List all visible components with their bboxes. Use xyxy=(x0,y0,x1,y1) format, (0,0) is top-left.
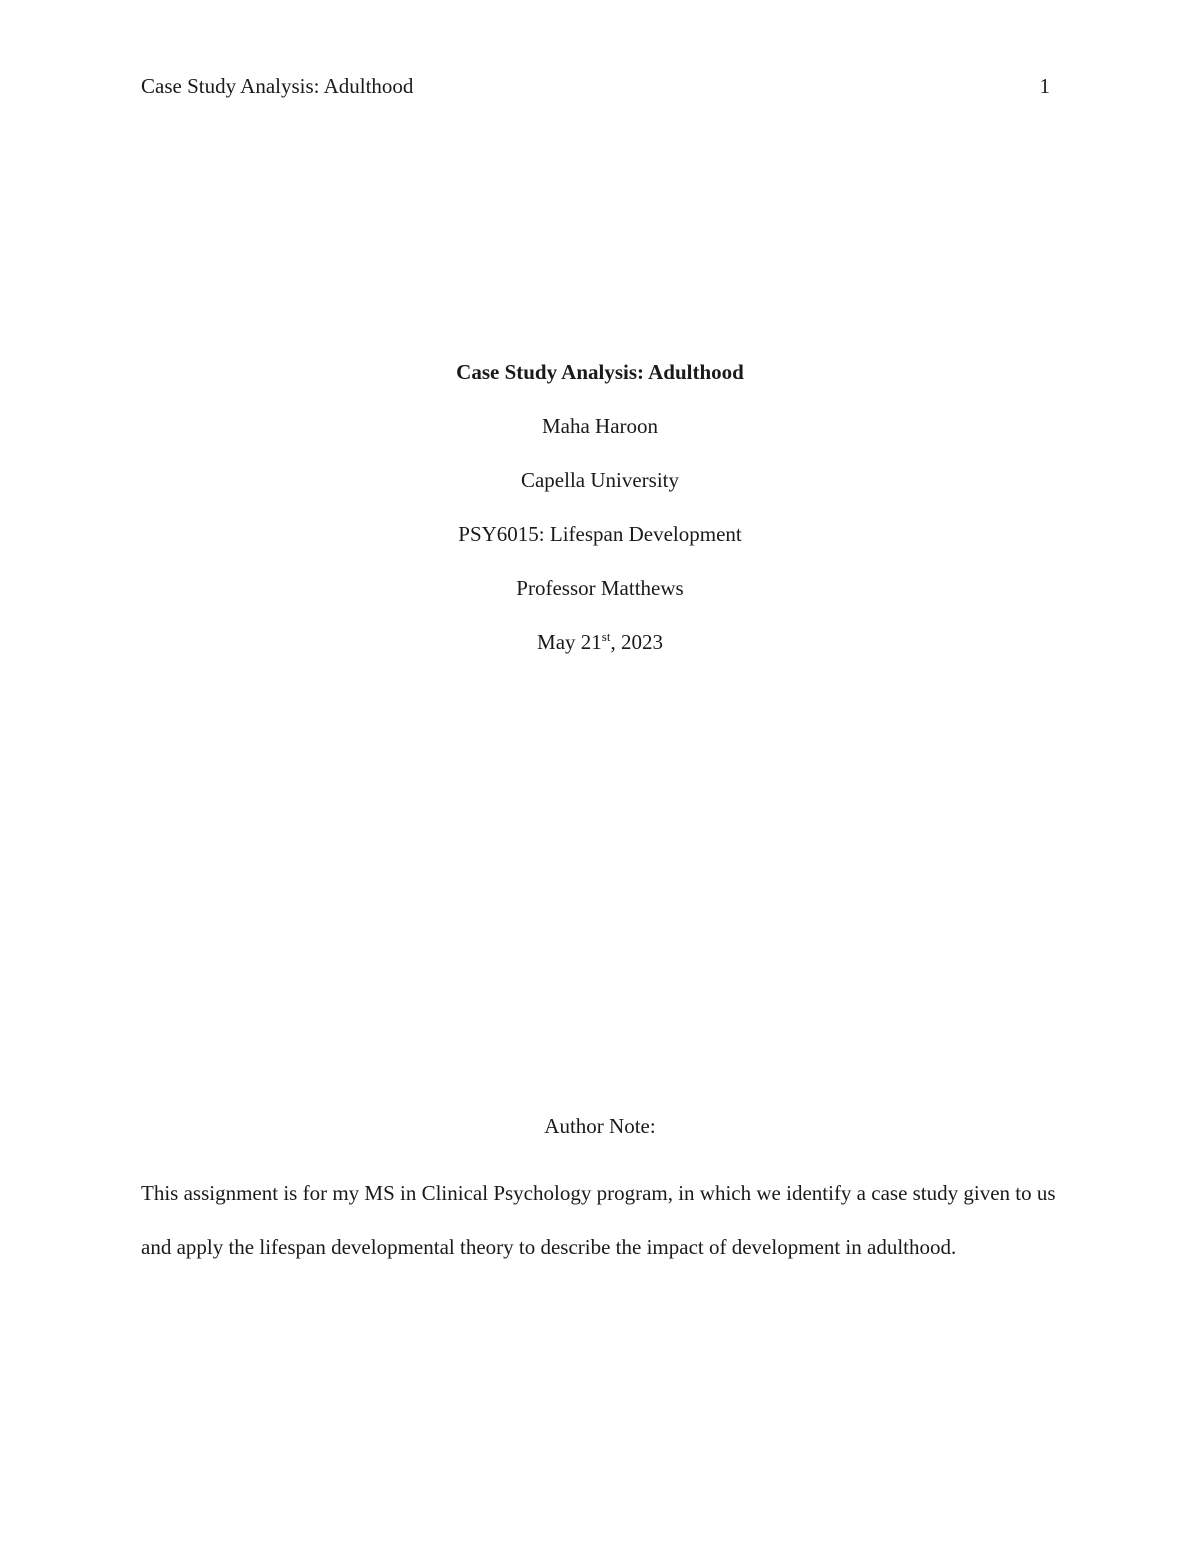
institution: Capella University xyxy=(520,468,680,492)
running-head: Case Study Analysis: Adulthood xyxy=(141,74,414,98)
date-ordinal-suffix: st xyxy=(601,629,611,644)
page-number: 1 xyxy=(1039,74,1050,98)
date-main: May 21 xyxy=(537,630,602,654)
title-block xyxy=(0,358,1200,682)
submission-date xyxy=(0,628,1200,682)
author-note-heading: Author Note: xyxy=(544,1114,656,1138)
date-year: , 2023 xyxy=(610,630,663,654)
course-name: PSY6015: Lifespan Development xyxy=(458,522,742,546)
author-note-body: This assignment is for my MS in Clinical Psychology program, in which we identify a case study given to us and apply the lifespan developmental theory to describe the impact of development in adulthood. xyxy=(141,1181,1056,1259)
author-name: Maha Haroon xyxy=(541,414,659,438)
instructor-name: Professor Matthews xyxy=(516,576,684,600)
paper-title: Case Study Analysis: Adulthood xyxy=(456,360,744,384)
